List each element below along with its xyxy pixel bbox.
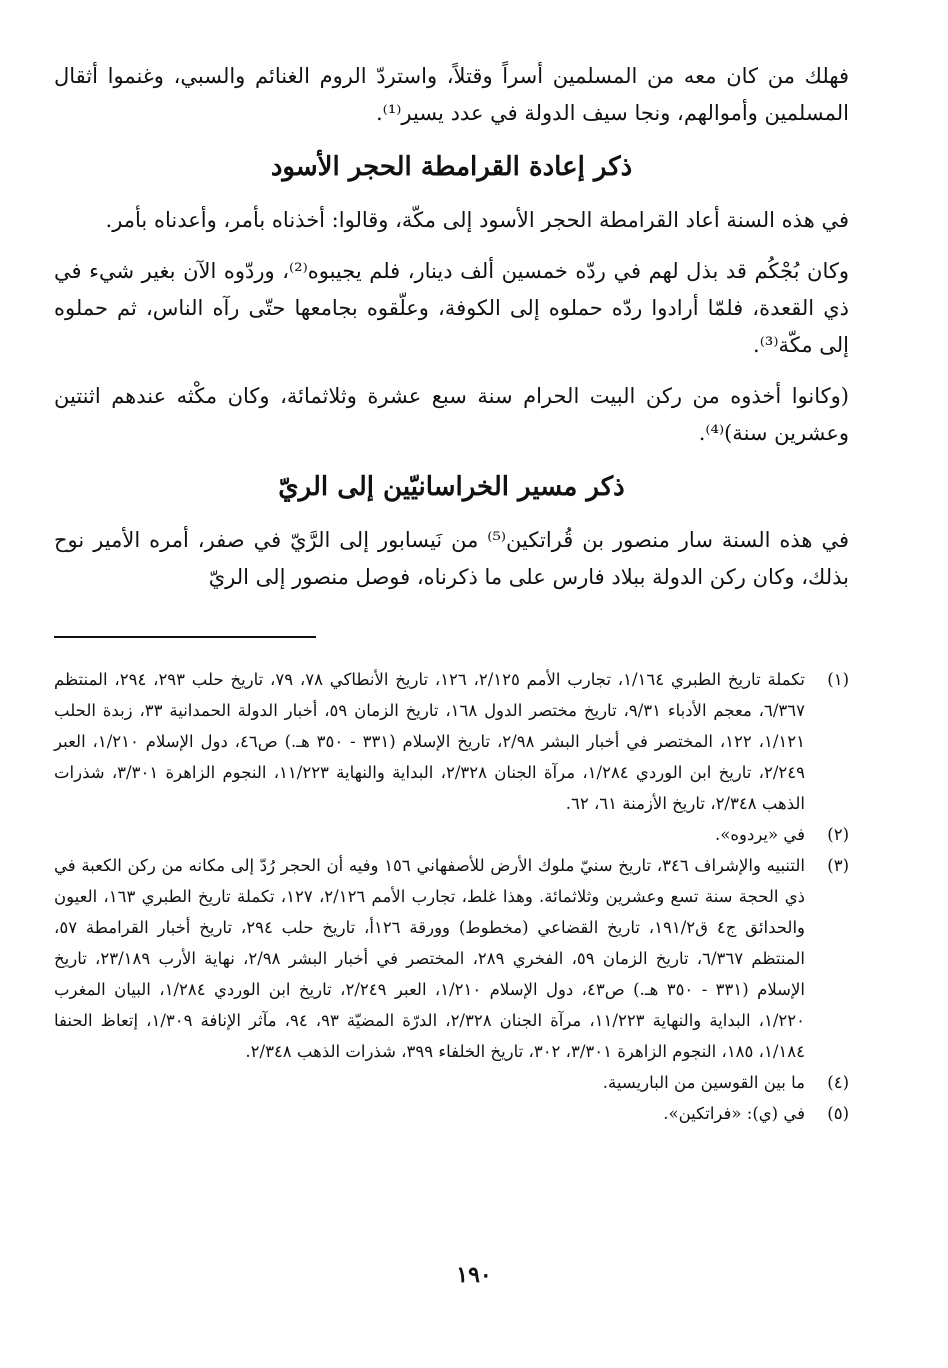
footnote-separator: [54, 636, 316, 638]
paragraph-4: (وكانوا أخذوه من ركن البيت الحرام سنة سبع عشرة وثلاثمائة، وكان مكْثه عندهم اثنتين وعشرين سنة)⁽⁴⁾.: [54, 384, 849, 445]
paragraph-3: وكان بُجْكُم قد بذل لهم في ردّه خمسين ألف دينار، فلم يجيبوه⁽²⁾، وردّوه الآن بغير شيء في ذي القعدة، فلمّا أرادوا ردّه حملوه إلى الكوفة، وعلّقوه بجامعها حتّى رآه الناس، ثم حملوه إلى مكّة⁽³⁾.: [54, 259, 849, 357]
page-number: ١٩٠: [456, 1262, 492, 1288]
page-body: [54, 58, 849, 1129]
footnote-text: في (ي): «فراتكين».: [663, 1104, 805, 1123]
footnote-number: (٢): [827, 825, 849, 844]
footnote-number: (٥): [827, 1104, 849, 1123]
footnote-2: [54, 819, 849, 850]
footnote-1: [54, 664, 849, 819]
paragraph-5: في هذه السنة سار منصور بن قُراتكين⁽⁵⁾ من نَيسابور إلى الرَّيّ في صفر، أمره الأمير نوح بذلك، وكان ركن الدولة ببلاد فارس على ما ذكرناه، فوصل منصور إلى الريّ: [54, 528, 849, 589]
section-heading-black-stone: ذكر إعادة القرامطة الحجر الأسود: [270, 152, 633, 182]
footnote-4: [54, 1067, 849, 1098]
footnote-number: (١): [827, 670, 849, 689]
paragraph-2: في هذه السنة أعاد القرامطة الحجر الأسود إلى مكّة، وقالوا: أخذناه بأمر، وأعدناه بأمر.: [105, 208, 849, 232]
section-heading-khurasanis: ذكر مسير الخراسانيّين إلى الريّ: [278, 472, 625, 502]
paragraph-1: فهلك من كان معه من المسلمين أسراً وقتلاً، واستردّ الروم الغنائم والسبي، وغنموا أثقال المسلمين وأموالهم، ونجا سيف الدولة في عدد يسير⁽¹⁾.: [54, 64, 849, 125]
footnote-5: [54, 1098, 849, 1129]
footnote-number: (٣): [827, 856, 849, 875]
footnote-text: ما بين القوسين من الباريسية.: [602, 1073, 805, 1092]
footnote-text: في «يردوه».: [715, 825, 805, 844]
footnote-text: التنبيه والإشراف ٣٤٦، تاريخ سنيّ ملوك الأرض للأصفهاني ١٥٦ وفيه أن الحجر رُدّ إلى مكانه من ركن الكعبة في ذي الحجة سنة تسع وعشرين وثلاثمائة. وهذا غلط، تجارب الأمم ٢/١٢٦، ١٢٧، تكملة تاريخ الطبري ١٦٣، العيون والحدائق ج٤ ق١٩١/٢، تاريخ القضاعي (مخطوط) وورقة ١٢٦أ، تاريخ حلب ٢٩٤، تاريخ أخبار القرامطة ٥٧، المنتظم ٦/٣٦٧، تاريخ الزمان ٥٩، الفخري ٢٨٩، المختصر في أخبار البشر ٢/٩٨، نهاية الأرب ٢٣/١٨٩، تاريخ الإسلام (٣٣١ - ٣٥٠ هـ.) ص٤٣، دول الإسلام ١/٢١٠، العبر ٢/٢٤٩، تاريخ ابن الوردي ١/٢٨٤، البيان المغرب ١/٢٢٠، البداية والنهاية ١١/٢٢٣، مرآة الجنان ٢/٣٢٨، الدرّة المضيّة ٩٣، ٩٤، مآثر الإنافة ١/٣٠٩، إتعاظ الحنفا ١/١٨٤، ١٨٥، النجوم الزاهرة ٣/٣٠١، ٣٠٢، تاريخ الخلفاء ٣٩٩، شذرات الذهب ٢/٣٤٨.: [54, 856, 806, 1061]
footnote-3: [54, 850, 849, 1067]
footnote-text: تكملة تاريخ الطبري ١/١٦٤، تجارب الأمم ٢/١٢٥، ١٢٦، تاريخ الأنطاكي ٧٨، ٧٩، تاريخ حلب ٢٩٣، ٢٩٤، المنتظم ٦/٣٦٧، معجم الأدباء ٩/٣١، تاريخ مختصر الدول ١٦٨، تاريخ الزمان ٥٩، أخبار الدولة الحمدانية ٣٣، زبدة الحلب ١/١٢١، ١٢٢، المختصر في أخبار البشر ٢/٩٨، تاريخ الإسلام (٣٣١ - ٣٥٠ هـ.) ص٤٦، دول الإسلام ١/٢١٠، العبر ٢/٢٤٩، تاريخ ابن الوردي ١/٢٨٤، مرآة الجنان ٢/٣٢٨، البداية والنهاية ١١/٢٢٣، النجوم الزاهرة ٣/٣٠١، شذرات الذهب ٢/٣٤٨، تاريخ الأزمنة ٦١، ٦٢.: [54, 670, 806, 813]
footnote-number: (٤): [827, 1073, 849, 1092]
footnotes: [54, 664, 849, 1129]
